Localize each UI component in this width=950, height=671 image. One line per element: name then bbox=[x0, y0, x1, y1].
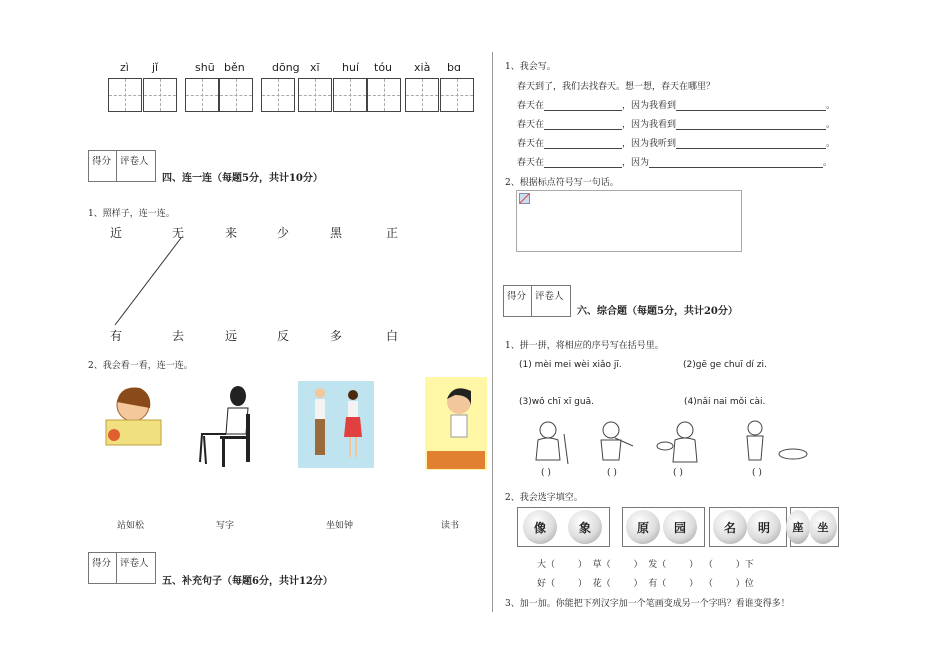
q6-1: 1、拼一拼，将相应的序号写在括号里。 bbox=[505, 341, 664, 351]
caption: 站如松 bbox=[117, 521, 145, 531]
grandma-illustration bbox=[655, 418, 710, 466]
pinyin-1: zì bbox=[120, 61, 129, 74]
top-char: 少 bbox=[277, 226, 290, 240]
writing-grid[interactable] bbox=[405, 78, 439, 112]
pinyin-10: bɑ bbox=[447, 61, 461, 74]
caption: 读书 bbox=[441, 521, 460, 531]
writing-grid[interactable] bbox=[367, 78, 401, 112]
score-box bbox=[88, 150, 156, 182]
period: 。 bbox=[826, 139, 836, 149]
section-5-title: 五、补充句子（每题6分，共计12分） bbox=[162, 576, 333, 587]
q5-1: 1、我会写。 bbox=[505, 62, 556, 72]
score-label: 得分 bbox=[89, 553, 117, 583]
q5-2: 2、根据标点符号写一句话。 bbox=[505, 178, 619, 188]
sentence-row bbox=[517, 98, 835, 111]
fruit-char: 象 bbox=[568, 510, 602, 544]
caption: 写字 bbox=[216, 521, 235, 531]
pinyin-3: shū bbox=[195, 61, 215, 74]
blank-line[interactable] bbox=[544, 138, 622, 149]
writing-grid[interactable] bbox=[185, 78, 219, 112]
blank-line[interactable] bbox=[676, 100, 826, 111]
sentence-row bbox=[517, 155, 832, 168]
sentence-answer-box[interactable] bbox=[516, 190, 742, 252]
sentence-mid: ，因为我看到 bbox=[622, 120, 677, 130]
column-divider bbox=[492, 52, 493, 612]
top-char: 来 bbox=[225, 226, 238, 240]
answer-paren[interactable]: ( ) bbox=[673, 468, 683, 478]
fruit-char: 园 bbox=[663, 510, 697, 544]
girl-writing-illustration bbox=[425, 377, 487, 470]
bottom-char: 去 bbox=[172, 329, 185, 343]
blank-line[interactable] bbox=[649, 157, 823, 168]
boy-playing-flute-illustration bbox=[585, 416, 640, 466]
bottom-char: 有 bbox=[110, 329, 123, 343]
sentence-start: 春天在 bbox=[517, 139, 545, 149]
score-box bbox=[503, 285, 571, 317]
fruit-char: 座 bbox=[786, 510, 810, 544]
q5-1-intro: 春天到了，我们去找春天。想一想，春天在哪里？ bbox=[517, 82, 716, 92]
pinyin-9: xià bbox=[414, 61, 431, 74]
fruit-char: 坐 bbox=[809, 510, 837, 544]
sentence-row bbox=[517, 136, 835, 149]
sentence-start: 春天在 bbox=[517, 101, 545, 111]
sentence-row bbox=[517, 117, 835, 130]
caption: 坐如钟 bbox=[326, 521, 354, 531]
blank-line[interactable] bbox=[676, 138, 826, 149]
sentence-mid: ，因为我看到 bbox=[622, 101, 677, 111]
girl-reading-illustration bbox=[100, 380, 170, 450]
period: 。 bbox=[823, 158, 833, 168]
sentence-mid: ，因为 bbox=[622, 158, 650, 168]
sentence-mid: ，因为我听到 bbox=[622, 139, 677, 149]
sentence-start: 春天在 bbox=[517, 120, 545, 130]
kids-eating-illustration bbox=[735, 416, 810, 466]
blank-line[interactable] bbox=[544, 119, 622, 130]
writing-grid[interactable] bbox=[261, 78, 295, 112]
answer-paren[interactable]: ( ) bbox=[607, 468, 617, 478]
writing-grid[interactable] bbox=[440, 78, 474, 112]
fill-row[interactable]: 好（ ） 花（ ） 有（ ） （ ）位 bbox=[537, 579, 754, 589]
score-label: 得分 bbox=[504, 286, 532, 316]
top-char: 近 bbox=[110, 226, 123, 240]
score-label: 得分 bbox=[89, 151, 117, 181]
writing-grid[interactable] bbox=[143, 78, 177, 112]
answer-paren[interactable]: ( ) bbox=[541, 468, 551, 478]
blank-line[interactable] bbox=[676, 119, 826, 130]
q4-2: 2、我会看一看，连一连。 bbox=[88, 361, 193, 371]
pinyin-4: běn bbox=[224, 61, 245, 74]
blank-line[interactable] bbox=[544, 157, 622, 168]
answer-paren[interactable]: ( ) bbox=[752, 468, 762, 478]
grader-label: 评卷人 bbox=[535, 291, 564, 302]
pinyin-option: (3)wǒ chī xī guā. bbox=[519, 397, 594, 407]
writing-grid[interactable] bbox=[108, 78, 142, 112]
fruit-char: 名 bbox=[713, 510, 747, 544]
score-box bbox=[88, 552, 156, 584]
fruit-char: 原 bbox=[626, 510, 660, 544]
image-placeholder-icon bbox=[519, 193, 531, 205]
grader-label: 评卷人 bbox=[120, 558, 149, 569]
period: 。 bbox=[826, 120, 836, 130]
example-connect-line bbox=[100, 230, 200, 330]
writing-grid[interactable] bbox=[298, 78, 332, 112]
sentence-start: 春天在 bbox=[517, 158, 545, 168]
bottom-char: 反 bbox=[277, 329, 290, 343]
section-4-title: 四、连一连（每题5分，共计10分） bbox=[162, 173, 323, 184]
top-char: 黑 bbox=[330, 226, 343, 240]
bottom-char: 白 bbox=[386, 329, 399, 343]
grandpa-illustration bbox=[518, 416, 578, 466]
section-6-title: 六、综合题（每题5分，共计20分） bbox=[577, 306, 738, 317]
writing-grid[interactable] bbox=[333, 78, 367, 112]
pinyin-8: tóu bbox=[374, 61, 393, 74]
standing-children-illustration bbox=[298, 381, 374, 468]
pinyin-option: (1) mèi mei wèi xiǎo jī. bbox=[519, 360, 622, 370]
fruit-char: 像 bbox=[523, 510, 557, 544]
pinyin-2: jǐ bbox=[152, 61, 159, 74]
writing-grid[interactable] bbox=[219, 78, 253, 112]
pinyin-7: huí bbox=[342, 61, 359, 74]
pinyin-option: (2)gē ge chuī dí zi. bbox=[683, 360, 767, 370]
bottom-char: 多 bbox=[330, 329, 343, 343]
boy-sitting-illustration bbox=[190, 384, 265, 469]
fill-row[interactable]: 大（ ） 草（ ） 发（ ） （ ）下 bbox=[537, 560, 754, 570]
q6-3: 3、加一加。你能把下列汉字加一个笔画变成另一个字吗？看谁变得多！ bbox=[505, 599, 790, 609]
pinyin-6: xī bbox=[310, 61, 320, 74]
pinyin-option: (4)nǎi nai mǒi cài. bbox=[684, 397, 766, 407]
q6-2: 2、我会选字填空。 bbox=[505, 493, 583, 503]
top-char: 无 bbox=[172, 226, 185, 240]
period: 。 bbox=[826, 101, 836, 111]
q4-1: 1、照样子，连一连。 bbox=[88, 209, 175, 219]
top-char: 正 bbox=[386, 226, 399, 240]
blank-line[interactable] bbox=[544, 100, 622, 111]
pinyin-5: dōng bbox=[272, 61, 300, 74]
fruit-char: 明 bbox=[747, 510, 781, 544]
grader-label: 评卷人 bbox=[120, 156, 149, 167]
bottom-char: 远 bbox=[225, 329, 238, 343]
